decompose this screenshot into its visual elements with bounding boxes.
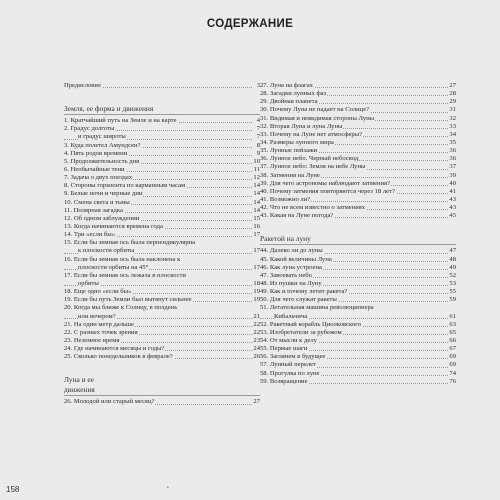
entry-text: 51. Летательная машина революционера — [260, 304, 374, 312]
toc-entry — [260, 296, 456, 304]
entry-page: 7 — [256, 133, 260, 141]
entry-page: 76 — [449, 377, 456, 385]
entry-page: 28 — [449, 90, 456, 98]
entry-text: 8. Стороны горизонта по карманным часам — [64, 182, 186, 190]
entry-text: 13. Когда начинаются времена года — [64, 222, 163, 230]
toc-entry — [260, 280, 456, 288]
entry-text: плоскости орбиты на 45° — [78, 263, 149, 271]
toc-entry — [64, 133, 260, 141]
toc-entry — [260, 353, 456, 361]
section-heading-rocket: Ракетой на луну — [260, 234, 456, 245]
toc-list-moon-cont — [260, 82, 456, 220]
entry-page: 14 — [253, 182, 260, 190]
entry-page: 16 — [253, 222, 260, 230]
entry-page: 63 — [449, 320, 456, 328]
entry-page: 34 — [449, 130, 456, 138]
toc-entry — [260, 304, 456, 312]
entry-text: 46. Как луна устроена — [260, 263, 322, 271]
toc-entry — [260, 361, 456, 369]
entry-text: 6. Необычайные тени — [64, 165, 125, 173]
toc-entry — [260, 115, 456, 123]
entry-page: 8 — [256, 141, 260, 149]
entry-page: 27 — [449, 82, 456, 89]
entry-text: 23. Неземное время — [64, 336, 120, 344]
toc-entry — [64, 207, 260, 215]
toc-entry — [260, 163, 456, 171]
entry-text: 55. Первые шаги — [260, 345, 308, 353]
toc-entry — [64, 288, 260, 296]
toc-entry — [260, 131, 456, 139]
entry-page: 22 — [253, 320, 260, 328]
entry-text: 56. Заглянем в будущее — [260, 353, 326, 361]
toc-entry — [260, 172, 456, 180]
entry-text: 29. Двойная планета — [260, 98, 318, 106]
entry-page: 45 — [449, 212, 456, 220]
toc-entry — [260, 196, 456, 204]
entry-text: 28. Загадки лунных фаз — [260, 90, 327, 98]
entry-page: 69 — [449, 353, 456, 361]
entry-page: 41 — [449, 187, 456, 195]
toc-entry — [64, 272, 260, 280]
entry-text: 17. Если бы земная ось лежала в плоскости — [64, 271, 186, 279]
print-mark: • — [167, 486, 169, 491]
entry-page: 22 — [253, 328, 260, 336]
entry-text: 15. Если бы земная ось была перпендикулярна — [64, 239, 196, 247]
entry-text: 38. Затмения на Луне — [260, 171, 320, 179]
section-heading-moon-a: Луна и ее — [64, 375, 94, 385]
entry-text: 18. Еще одно «если бы» — [64, 288, 132, 296]
toc-entry — [260, 345, 456, 353]
toc-entry — [64, 125, 260, 133]
entry-page: 24 — [253, 345, 260, 353]
entry-page: 10 — [253, 157, 260, 165]
entry-text: 39. Для чего астрономы наблюдают затмения? — [260, 179, 390, 187]
toc-entry — [260, 106, 456, 114]
toc-entry — [260, 147, 456, 155]
entry-text: 2. Градус долготы — [64, 125, 115, 133]
entry-page: 21 — [253, 312, 260, 320]
entry-page: 61 — [449, 312, 456, 320]
entry-text: к плоскости орбиты — [78, 247, 135, 255]
entry-text: 30. Почему Луна не падает на Солнце? — [260, 106, 370, 114]
entry-page: 39 — [449, 171, 456, 179]
entry-text: 54. От мысли к делу — [260, 336, 317, 344]
toc-entry — [64, 280, 260, 288]
toc-list-moon — [64, 398, 260, 406]
entry-page: 69 — [449, 361, 456, 369]
entry-text: 14. Три «если бы» — [64, 231, 116, 239]
toc-entry — [260, 337, 456, 345]
entry-page: 53 — [449, 279, 456, 287]
entry-page: 7 — [256, 125, 260, 133]
entry-text: 41. Возможно ли? — [260, 195, 311, 203]
toc-entry — [260, 212, 456, 220]
entry-text: 43. Какая на Луне погода? — [260, 212, 334, 220]
toc-entry — [64, 313, 260, 321]
entry-page: 14 — [253, 190, 260, 198]
entry-text: 9. Белые ночи и черные дни — [64, 190, 143, 198]
entry-page: 47 — [449, 247, 456, 255]
entry-page: 19 — [253, 296, 260, 304]
entry-page: 29 — [449, 98, 456, 106]
entry-page: 48 — [449, 255, 456, 263]
toc-entry — [64, 304, 260, 312]
toc-entry — [260, 378, 456, 386]
entry-text: 48. Из пушки на Луну — [260, 279, 322, 287]
toc-list-rocket — [260, 247, 456, 385]
entry-text: 45. Какой величины Луна — [260, 255, 332, 263]
entry-page: 67 — [449, 345, 456, 353]
entry-text: 49. Как и почему летит ракета? — [260, 288, 348, 296]
toc-entry — [64, 231, 260, 239]
entry-text: 22. С разных точек зрения — [64, 328, 138, 336]
entry-text: 25. Сколько понедельников в феврале? — [64, 353, 173, 361]
toc-entry — [260, 256, 456, 264]
toc-entry — [260, 82, 456, 90]
toc-entry — [260, 204, 456, 212]
entry-page: 17 — [253, 247, 260, 255]
toc-entry — [64, 247, 260, 255]
entry-page: 65 — [449, 328, 456, 336]
entry-page: 36 — [449, 147, 456, 155]
toc-entry — [64, 223, 260, 231]
toc-entry — [64, 199, 260, 207]
entry-page: 15 — [253, 214, 260, 222]
entry-page: 26 — [253, 353, 260, 361]
toc-entry — [64, 296, 260, 304]
entry-page: 18 — [253, 279, 260, 287]
entry-page: 43 — [449, 204, 456, 212]
entry-text: и градус широты — [78, 133, 126, 141]
toc-entry — [64, 150, 260, 158]
page-number: 158 — [6, 485, 20, 494]
entry-text: Предисловие — [64, 82, 101, 89]
toc-entry — [64, 215, 260, 223]
toc-entry — [260, 329, 456, 337]
entry-text: 59. Возвращение — [260, 377, 308, 385]
entry-page: 3 — [256, 82, 260, 89]
entry-page: 35 — [449, 138, 456, 146]
entry-page: 52 — [449, 271, 456, 279]
toc-entry — [260, 272, 456, 280]
entry-page: 9 — [256, 149, 260, 157]
toc-entry — [64, 166, 260, 174]
toc-entry — [64, 398, 260, 406]
entry-page: 31 — [449, 106, 456, 114]
entry-text: 37. Лунное небо: Земля на небе Луны — [260, 163, 366, 171]
entry-page: 32 — [449, 114, 456, 122]
toc-entry — [64, 174, 260, 182]
entry-page: 19 — [253, 288, 260, 296]
entry-text: 20. Когда мы ближе к Солнцу, в полдень — [64, 304, 178, 312]
entry-text: 32. Вторая Луна и луна Луны — [260, 122, 343, 130]
entry-page: 11 — [253, 165, 260, 173]
entry-page: 59 — [449, 296, 456, 304]
toc-entry — [64, 182, 260, 190]
toc-right-column — [260, 82, 456, 386]
toc-entry — [64, 329, 260, 337]
entry-text: 40. Почему затмения повторяются через 18 лет? — [260, 187, 395, 195]
toc-entry — [64, 142, 260, 150]
entry-page: 37 — [449, 163, 456, 171]
toc-list-earth — [64, 117, 260, 361]
toc-entry — [64, 321, 260, 329]
toc-entry — [260, 180, 456, 188]
toc-entry — [64, 264, 260, 272]
entry-page: 55 — [449, 288, 456, 296]
toc-entry-preface — [64, 82, 260, 90]
entry-text: Кибальчича — [274, 312, 308, 320]
entry-page: 36 — [449, 155, 456, 163]
entry-text: или вечером? — [78, 312, 116, 320]
entry-text: 35. Лунные пейзажи — [260, 147, 318, 155]
entry-text: 42. Что не всем известно о затмениях — [260, 204, 366, 212]
entry-text: 26. Молодой или старый месяц? — [64, 398, 155, 406]
entry-text: 4. Пять родов времени — [64, 149, 128, 157]
entry-text: 27. Луна на флагах — [260, 82, 313, 89]
toc-entry — [260, 288, 456, 296]
entry-page: 14 — [253, 198, 260, 206]
entry-text: 5. Продолжительность дня — [64, 157, 140, 165]
section-heading-moon-b: движения — [64, 385, 260, 396]
page-title: СОДЕРЖАНИЕ — [206, 18, 294, 30]
entry-text: 21. На один метр дальше — [64, 320, 135, 328]
entry-text: 50. Для чего служат ракеты — [260, 296, 337, 304]
entry-page: 17 — [253, 263, 260, 271]
toc-entry — [260, 313, 456, 321]
entry-text: 53. Изобретатели за рубежом — [260, 328, 342, 336]
entry-page: 40 — [449, 179, 456, 187]
entry-text: 12. Об одном заблуждении — [64, 214, 140, 222]
entry-text: 47. Завоевать небо — [260, 271, 312, 279]
toc-left-column — [64, 82, 260, 407]
entry-page: 49 — [449, 263, 456, 271]
entry-page: 17 — [253, 231, 260, 239]
toc-entry — [260, 370, 456, 378]
toc-entry — [64, 239, 260, 247]
toc-entry — [260, 90, 456, 98]
entry-text: 19. Если бы путь Земли был вытянут сильнее — [64, 296, 192, 304]
entry-page: 66 — [449, 336, 456, 344]
entry-text: 16. Если бы земная ось была наклонена к — [64, 255, 181, 263]
toc-entry — [64, 353, 260, 361]
entry-text: 52. Ракетный корабль Циолковского — [260, 320, 361, 328]
toc-entry — [64, 190, 260, 198]
entry-page: 33 — [449, 122, 456, 130]
entry-text: 1. Кратчайший путь на Земле и на карте — [64, 117, 177, 125]
toc-entry — [64, 345, 260, 353]
toc-entry — [260, 321, 456, 329]
entry-text: 31. Видимая и невидимая стороны Луны — [260, 114, 375, 122]
entry-text: 58. Прогулка по луне — [260, 369, 320, 377]
entry-page: 12 — [253, 174, 260, 182]
toc-entry — [260, 139, 456, 147]
entry-page: 23 — [253, 336, 260, 344]
entry-text: 11. Полярная загадка — [64, 206, 123, 214]
toc-entry — [260, 123, 456, 131]
entry-page: 27 — [253, 398, 260, 406]
toc-entry — [64, 117, 260, 125]
entry-text: 24. Где начинаются месяцы и годы? — [64, 345, 165, 353]
entry-text: 36. Лунное небо. Черный небосвод — [260, 155, 359, 163]
toc-entry — [64, 337, 260, 345]
toc-entry — [64, 256, 260, 264]
entry-text: 44. Далеко ли до луны — [260, 247, 323, 255]
toc-entry — [260, 188, 456, 196]
entry-text: орбиты — [78, 279, 99, 287]
toc-entry — [260, 264, 456, 272]
entry-text: 3. Куда полетел Амундсен? — [64, 141, 141, 149]
entry-page: 74 — [449, 369, 456, 377]
entry-text: 10. Смена света и тьмы — [64, 198, 130, 206]
entry-text: 7. Задача о двух поездах — [64, 174, 133, 182]
entry-page: 4 — [256, 117, 260, 125]
section-heading-earth: Земля, ее форма и движения — [64, 104, 260, 115]
toc-entry — [64, 158, 260, 166]
entry-text: 57. Лунный перелет — [260, 361, 316, 369]
entry-text: 34. Размеры лунного мира — [260, 138, 334, 146]
entry-text: 33. Почему на Луне нет атмосферы? — [260, 130, 363, 138]
entry-page: 14 — [253, 206, 260, 214]
toc-entry — [260, 98, 456, 106]
toc-entry — [260, 247, 456, 255]
toc-entry — [260, 155, 456, 163]
entry-page: 43 — [449, 195, 456, 203]
